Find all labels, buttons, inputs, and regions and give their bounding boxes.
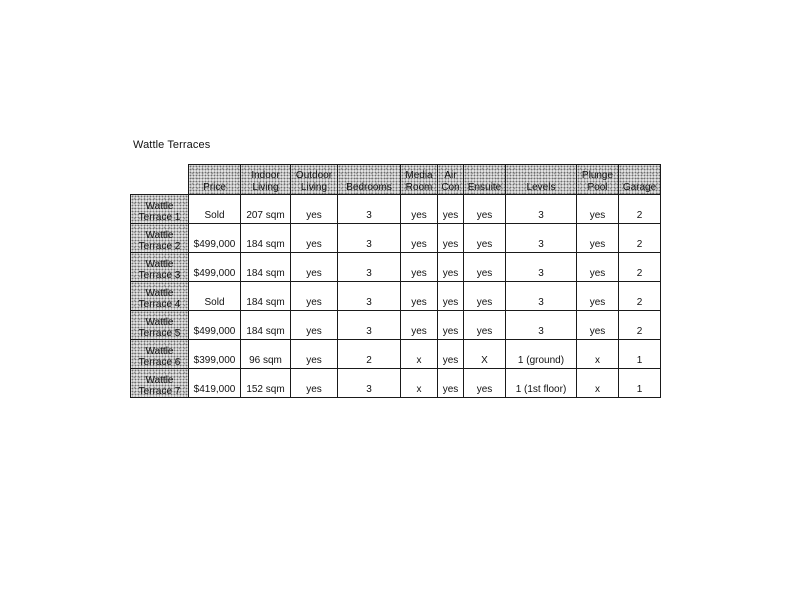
property-comparison-table [130,164,661,398]
table-cell: yes [464,224,506,253]
table-cell: 3 [506,311,577,340]
column-header-garage: Garage [619,165,661,195]
column-header-bedrooms: Bedrooms [338,165,401,195]
column-header-price: Price [189,165,241,195]
table-cell: yes [464,282,506,311]
table-cell: 3 [338,282,401,311]
table-cell: yes [438,224,464,253]
column-header-air-con: Air Con [438,165,464,195]
table-cell: $419,000 [189,369,241,398]
table-cell: yes [464,369,506,398]
table-cell: yes [577,195,619,224]
table-cell: $499,000 [189,311,241,340]
table-cell: 3 [506,195,577,224]
table-cell: yes [401,224,438,253]
table-cell: x [577,369,619,398]
table-cell: yes [291,224,338,253]
table-cell: 2 [619,282,661,311]
table-cell: yes [401,311,438,340]
table-cell: x [401,340,438,369]
table-cell: 96 sqm [241,340,291,369]
table-cell: yes [438,282,464,311]
table-cell: yes [291,369,338,398]
document-title: Wattle Terraces [133,139,211,151]
table-cell: 3 [506,282,577,311]
table-row [131,369,661,398]
table-cell: $499,000 [189,224,241,253]
table-cell: yes [577,224,619,253]
table-cell: yes [438,311,464,340]
table-cell: X [464,340,506,369]
row-header: Wattle Terrace 2 [131,224,189,253]
table-cell: yes [438,340,464,369]
table-cell: yes [401,195,438,224]
row-header: Wattle Terrace 1 [131,195,189,224]
table-cell: $399,000 [189,340,241,369]
column-header-indoor-living: Indoor Living [241,165,291,195]
row-header: Wattle Terrace 3 [131,253,189,282]
table-row [131,195,661,224]
table-cell: $499,000 [189,253,241,282]
table-cell: yes [291,311,338,340]
table-cell: 1 (1st floor) [506,369,577,398]
table-cell: 2 [338,340,401,369]
table-cell: 207 sqm [241,195,291,224]
table-row [131,224,661,253]
table-cell: yes [401,253,438,282]
table-cell: yes [577,282,619,311]
table-cell: Sold [189,195,241,224]
row-header: Wattle Terrace 7 [131,369,189,398]
table-cell: 3 [506,224,577,253]
table-cell: yes [438,369,464,398]
table-cell: yes [464,195,506,224]
row-header: Wattle Terrace 5 [131,311,189,340]
table-cell: 3 [338,253,401,282]
table-cell: x [577,340,619,369]
table-cell: 3 [338,311,401,340]
column-header-plunge-pool: Plunge Pool [577,165,619,195]
table-cell: 3 [338,195,401,224]
column-header-media-room: Media Room [401,165,438,195]
table-cell: Sold [189,282,241,311]
row-header: Wattle Terrace 6 [131,340,189,369]
table-cell: 184 sqm [241,282,291,311]
header-row [131,165,661,195]
table-cell: x [401,369,438,398]
table-cell: 152 sqm [241,369,291,398]
table-cell: 2 [619,311,661,340]
table-cell: yes [464,311,506,340]
table-cell: yes [291,195,338,224]
table-row [131,253,661,282]
table-cell: 1 [619,369,661,398]
table-cell: 184 sqm [241,253,291,282]
table-cell: yes [577,253,619,282]
column-header-levels: Levels [506,165,577,195]
table-cell: 3 [338,224,401,253]
table-cell: 1 [619,340,661,369]
table-cell: yes [438,253,464,282]
table-cell: 1 (ground) [506,340,577,369]
table-cell: 184 sqm [241,224,291,253]
table-cell: yes [291,340,338,369]
table-cell: 2 [619,224,661,253]
table-cell: yes [464,253,506,282]
table-cell: 2 [619,195,661,224]
table-cell: yes [291,282,338,311]
table-row [131,311,661,340]
header-corner [131,165,189,195]
table-cell: yes [401,282,438,311]
table-cell: yes [291,253,338,282]
table-cell: 3 [338,369,401,398]
row-header: Wattle Terrace 4 [131,282,189,311]
column-header-outdoor-living: Outdoor Living [291,165,338,195]
table-cell: yes [438,195,464,224]
table-cell: yes [577,311,619,340]
table-row [131,340,661,369]
table-cell: 3 [506,253,577,282]
table-cell: 184 sqm [241,311,291,340]
table-row [131,282,661,311]
table-cell: 2 [619,253,661,282]
column-header-ensuite: Ensuite [464,165,506,195]
